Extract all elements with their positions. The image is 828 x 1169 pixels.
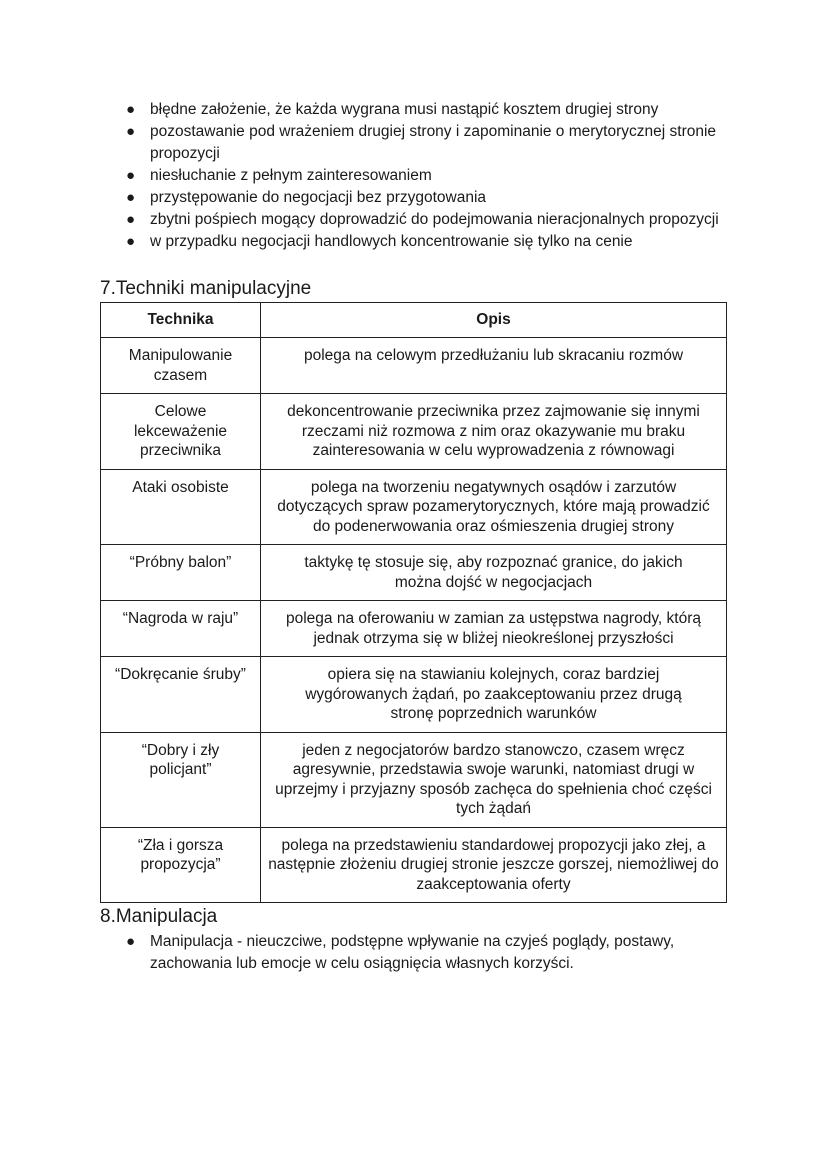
- manipulation-techniques-table: [100, 302, 727, 903]
- bullet-list-manipulation: [126, 931, 730, 975]
- list-item-text: zbytni pośpiech mogący doprowadzić do podejmowania nieracjonalnych propozycji: [150, 211, 719, 228]
- bullet-icon: ●: [126, 189, 136, 206]
- table-row: [101, 601, 727, 657]
- list-item-text: przystępowanie do negocjacji bez przygotowania: [150, 189, 487, 206]
- list-item-text: w przypadku negocjacji handlowych koncentrowanie się tylko na cenie: [150, 233, 633, 250]
- technique-name: “Próbny balon”: [129, 554, 232, 571]
- technique-name: Celowe lekceważenie przeciwnika: [133, 403, 228, 459]
- technique-cell: [101, 657, 261, 733]
- table-row: [101, 469, 727, 545]
- technique-name: “Nagroda w raju”: [122, 610, 239, 627]
- list-item-text: błędne założenie, że każda wygrana musi nastąpić kosztem drugiej strony: [150, 101, 659, 118]
- technique-name: “Dobry i zły policjant”: [141, 741, 220, 778]
- list-item: [126, 931, 730, 975]
- section-7-heading: 7.Techniki manipulacyjne: [100, 278, 312, 299]
- table-row: [101, 545, 727, 601]
- technique-description: opiera się na stawianiu kolejnych, coraz bardziej wygórowanych żądań, po zaakceptowaniu przez drugą stronę poprzednich warunków: [305, 666, 682, 722]
- technique-description: polega na celowym przedłużaniu lub skracaniu rozmów: [303, 347, 684, 364]
- technique-name: Ataki osobiste: [132, 478, 229, 496]
- table-row: [101, 394, 727, 470]
- bullet-icon: ●: [126, 933, 136, 950]
- technique-cell: [101, 732, 261, 827]
- section-8-heading: 8.Manipulacja: [100, 906, 218, 927]
- description-cell: [261, 394, 727, 470]
- list-item-text: Manipulacja - nieuczciwe, podstępne wpływanie na czyjeś poglądy, postawy, zachowania lub emocje w celu osiągnięcia własnych korzyści.: [150, 933, 675, 972]
- bullet-icon: ●: [126, 101, 136, 118]
- technique-cell: [101, 827, 261, 903]
- technique-name: “Dokręcanie śruby”: [115, 666, 246, 683]
- bullet-icon: ●: [126, 167, 136, 184]
- list-item: [126, 209, 740, 231]
- column-header-technique: Technika: [101, 303, 261, 338]
- technique-description: taktykę tę stosuje się, aby rozpoznać granice, do jakich można dojść w negocjacjach: [304, 554, 683, 591]
- technique-name: “Zła i gorsza propozycja”: [137, 836, 224, 873]
- list-item: [126, 121, 740, 165]
- bullet-list-pitfalls: [126, 99, 740, 253]
- list-item: [126, 165, 740, 187]
- description-cell: [261, 469, 727, 545]
- technique-cell: [101, 545, 261, 601]
- technique-cell: [101, 394, 261, 470]
- table-header-row: [101, 303, 727, 338]
- table-row: [101, 338, 727, 394]
- technique-description: polega na tworzeniu negatywnych osądów i zarzutów dotyczących spraw pozamerytorycznych, które mają prowadzić do podenerwowania oraz ośmieszenia drugiej strony: [277, 478, 710, 535]
- description-cell: [261, 827, 727, 903]
- description-cell: [261, 732, 727, 827]
- bullet-icon: ●: [126, 211, 136, 228]
- technique-cell: [101, 601, 261, 657]
- list-item: [126, 187, 740, 209]
- table-row: [101, 657, 727, 733]
- technique-description: dekoncentrowanie przeciwnika przez zajmowanie się innymi rzeczami niż rozmowa z nim oraz okazywanie mu braku zainteresowania w celu wyprowadzenia z równowagi: [287, 403, 700, 459]
- description-cell: [261, 657, 727, 733]
- technique-cell: [101, 338, 261, 394]
- list-item: [126, 231, 740, 253]
- technique-description: polega na oferowaniu w zamian za ustępstwa nagrody, którą jednak otrzyma się w bliżej nieokreślonej przyszłości: [285, 610, 701, 647]
- bullet-icon: ●: [126, 233, 136, 250]
- technique-description: polega na przedstawieniu standardowej propozycji jako złej, a następnie złożeniu drugiej stronie jeszcze gorszej, niemożliwej do zaakceptowania oferty: [268, 836, 719, 893]
- description-cell: [261, 338, 727, 394]
- description-cell: [261, 601, 727, 657]
- table-row: [101, 827, 727, 903]
- bullet-icon: ●: [126, 123, 136, 140]
- list-item: [126, 99, 740, 121]
- technique-description: jeden z negocjatorów bardzo stanowczo, czasem wręcz agresywnie, przedstawia swoje warunki, natomiast drugi w uprzejmy i przyjazny sposób zachęca do spełnienia choć części tych żądań: [275, 741, 712, 817]
- table-row: [101, 732, 727, 827]
- column-header-description: Opis: [261, 303, 727, 338]
- list-item-text: pozostawanie pod wrażeniem drugiej strony i zapominanie o merytorycznej stronie propozycji: [150, 123, 717, 162]
- technique-name: Manipulowanie czasem: [128, 347, 233, 384]
- technique-cell: [101, 469, 261, 545]
- list-item-text: niesłuchanie z pełnym zainteresowaniem: [150, 167, 432, 184]
- description-cell: [261, 545, 727, 601]
